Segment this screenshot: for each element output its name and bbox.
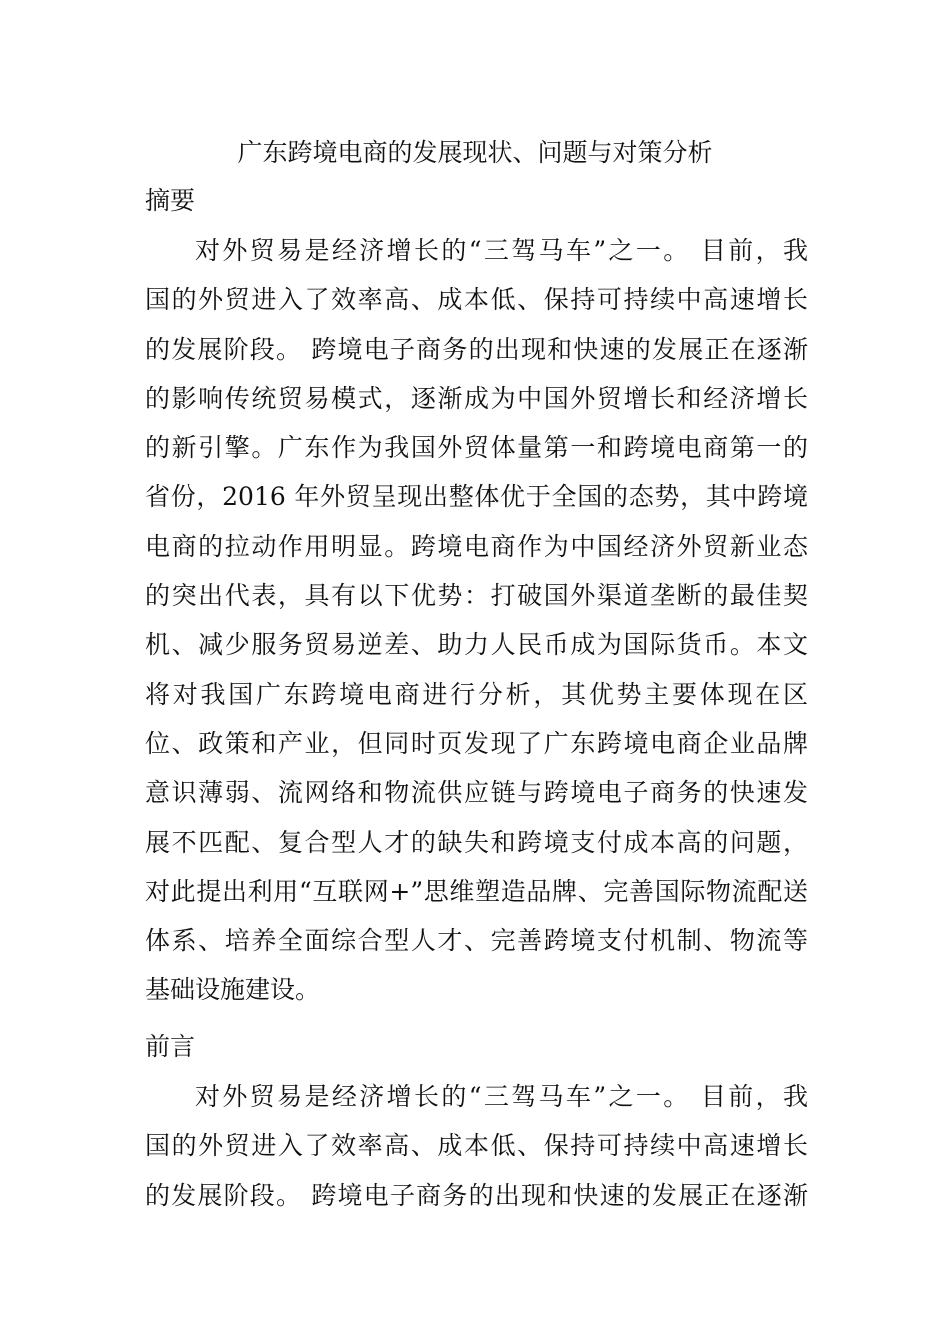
preface-line: 国的外贸进入了效率高、成本低、保持可持续中高速增长 [145,1131,808,1161]
abstract-line: 的突出代表，具有以下优势：打破国外渠道垄断的最佳契 [145,581,808,611]
abstract-line: 的发展阶段。 跨境电子商务的出现和快速的发展正在逐渐 [145,334,808,364]
abstract-line: 电商的拉动作用明显。跨境电商作为中国经济外贸新业态 [145,531,808,561]
abstract-heading: 摘要 [145,186,196,215]
abstract-line: 将对我国广东跨境电商进行分析，其优势主要体现在区 [145,679,808,709]
abstract-line: 国的外贸进入了效率高、成本低、保持可持续中高速增长 [145,285,808,315]
document-title: 广东跨境电商的发展现状、问题与对策分析 [237,138,713,167]
abstract-line: 的影响传统贸易模式，逐渐成为中国外贸增长和经济增长 [145,383,808,413]
abstract-paragraph [145,226,808,1015]
abstract-line: 位、政策和产业，但同时页发现了广东跨境电商企业品牌 [145,728,808,758]
abstract-line: 体系、培养全面综合型人才、完善跨境支付机制、物流等 [145,926,808,956]
preface-heading: 前言 [145,1032,196,1061]
abstract-line: 基础设施建设。 [145,975,321,1005]
abstract-line: 意识薄弱、流网络和物流供应链与跨境电子商务的快速发 [145,778,808,808]
preface-line: 对外贸易是经济增长的“三驾马车”之一。 目前，我 [195,1082,808,1111]
abstract-line: 对外贸易是经济增长的“三驾马车”之一。 目前，我 [195,236,808,265]
preface-line: 的发展阶段。 跨境电子商务的出现和快速的发展正在逐渐 [145,1180,808,1210]
preface-paragraph [145,1072,808,1220]
abstract-line: 机、减少服务贸易逆差、助力人民币成为国际货币。本文 [145,630,808,660]
abstract-line: 的新引擎。广东作为我国外贸体量第一和跨境电商第一的 [145,433,808,463]
abstract-line: 对此提出利用“互联网+”思维塑造品牌、完善国际物流配送 [145,876,808,906]
abstract-line: 展不匹配、复合型人才的缺失和跨境支付成本高的问题， [145,827,808,857]
abstract-line: 省份，2016 年外贸呈现出整体优于全国的态势，其中跨境 [145,482,808,512]
